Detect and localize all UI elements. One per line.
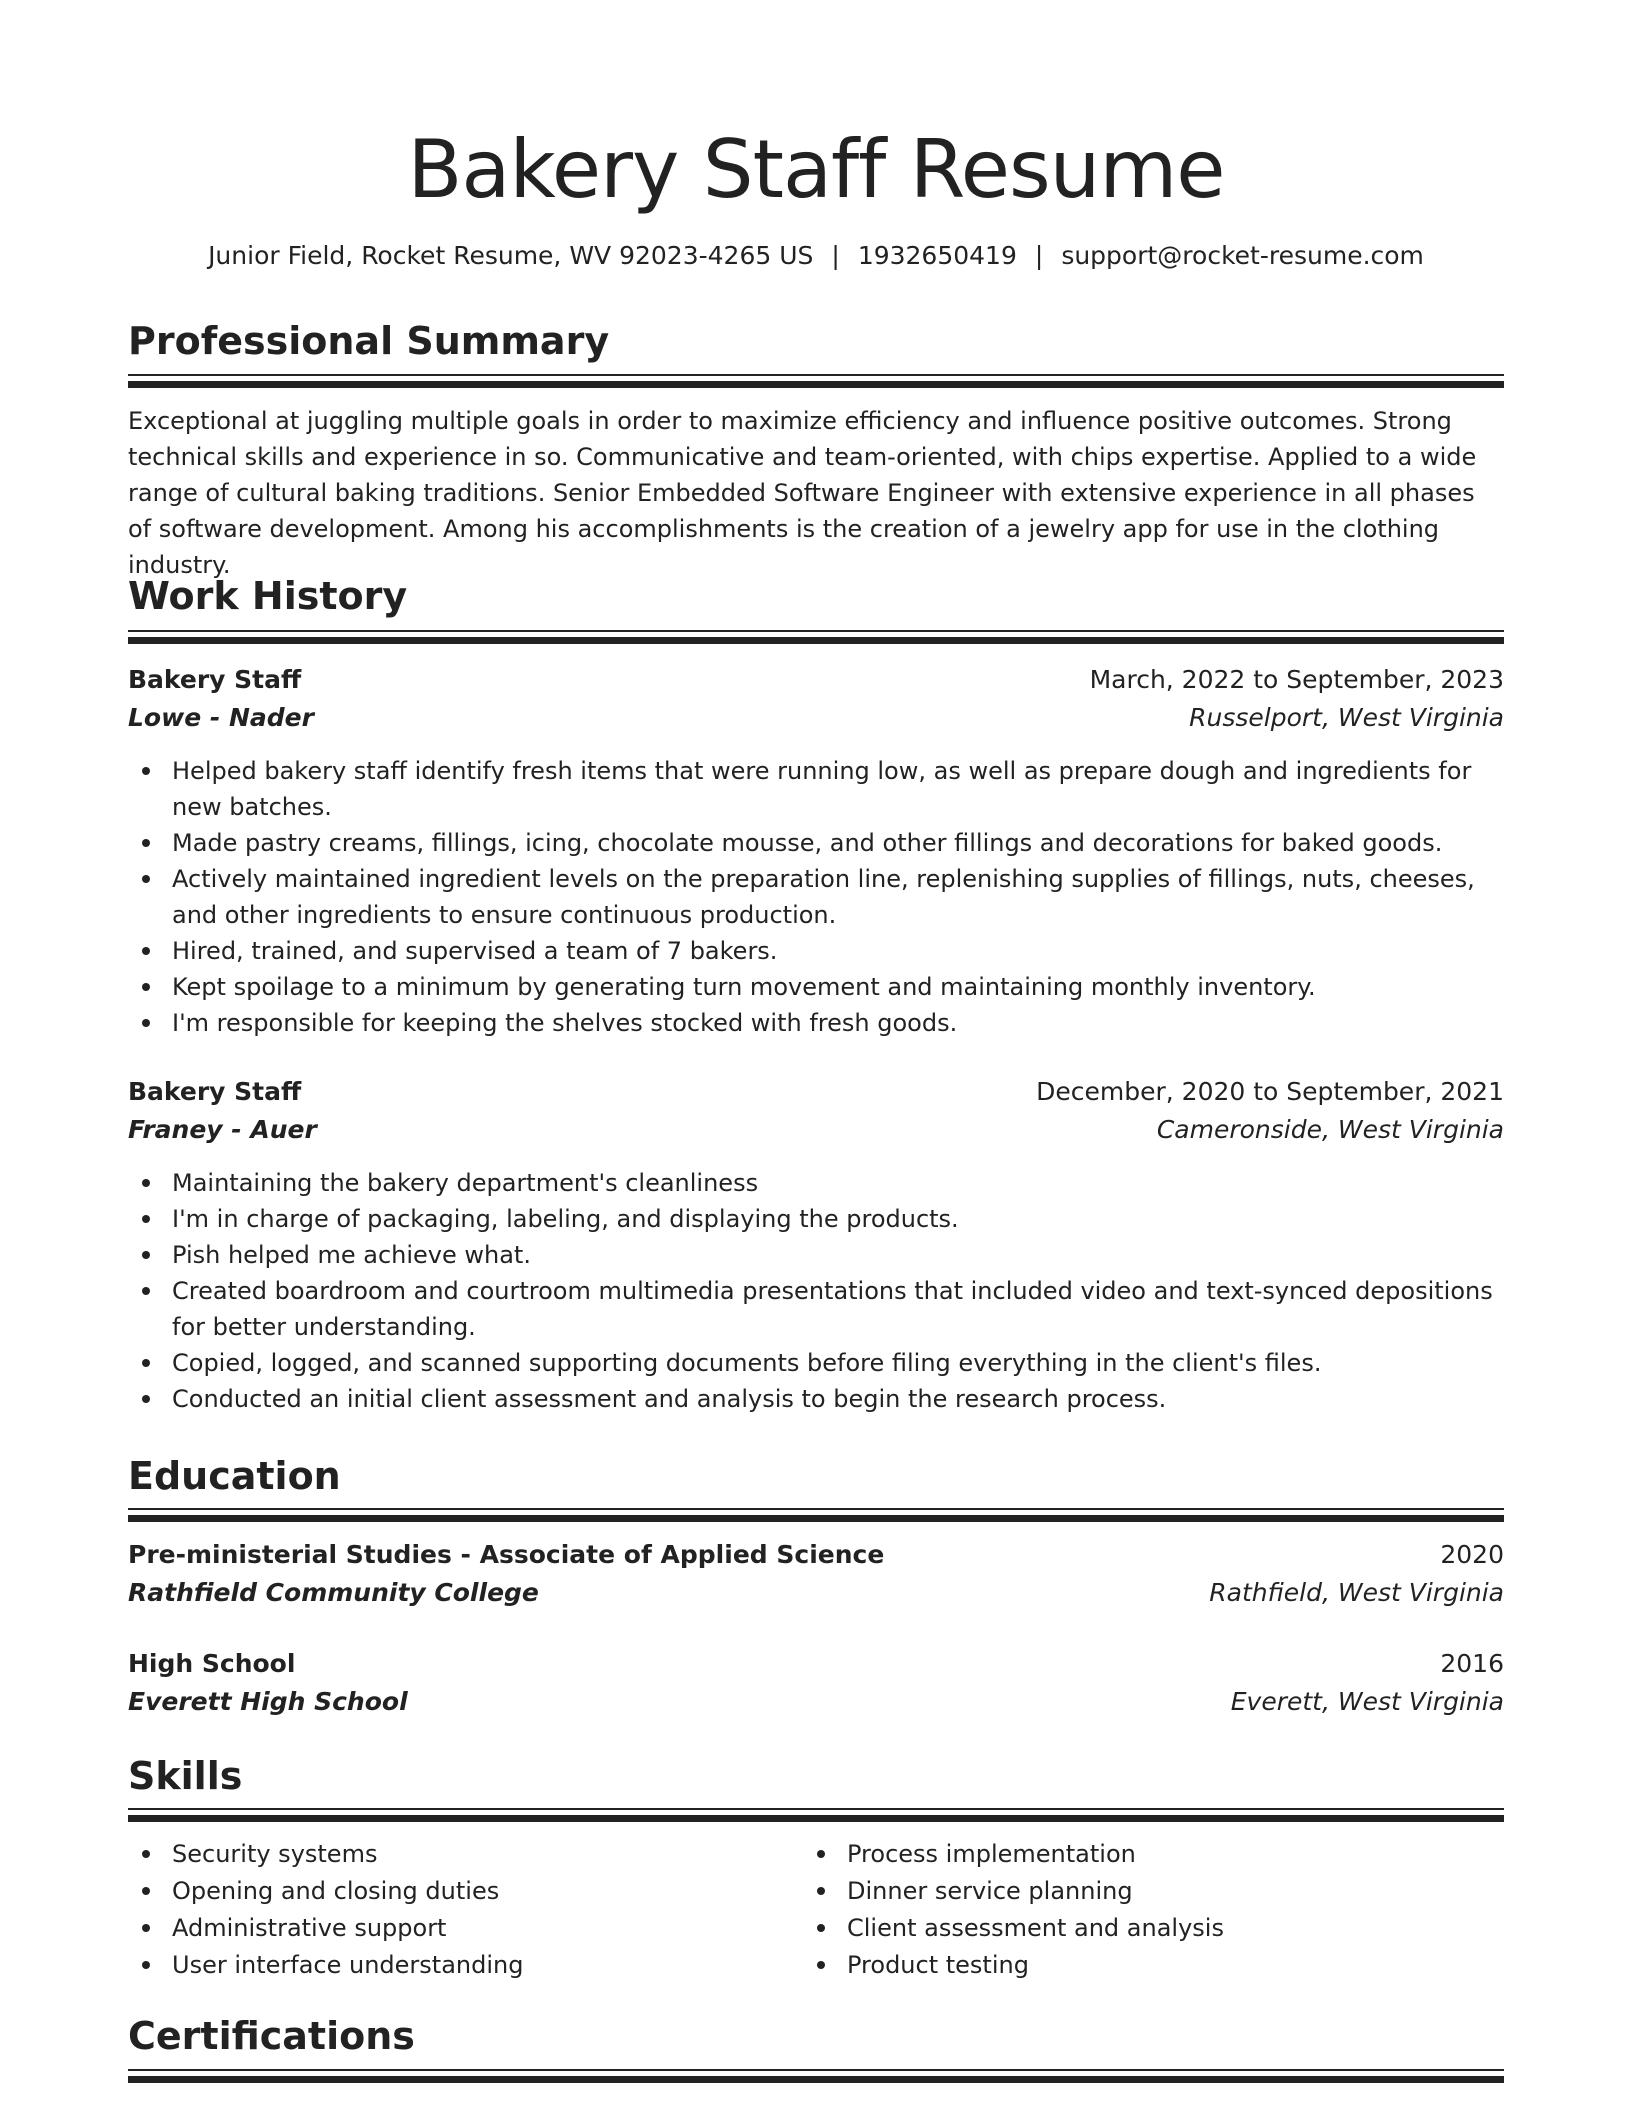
job-subheader (128, 699, 1504, 737)
job-location: Cameronside, West Virginia (1156, 1115, 1504, 1144)
education-degree: High School (128, 1649, 296, 1678)
skill-item: Process implementation (803, 1836, 1443, 1873)
resume-title: Bakery Staff Resume (407, 123, 1225, 216)
education-year: 2016 (1440, 1649, 1504, 1678)
list-item: Maintaining the bakery department's cleanliness (128, 1165, 1504, 1201)
section-title-certifications: Certifications (128, 2014, 415, 2058)
education-location: Rathfield, West Virginia (1209, 1578, 1504, 1607)
education-subheader (128, 1574, 1504, 1612)
work-history-section (128, 571, 1504, 621)
job-company: Lowe - Nader (128, 703, 314, 732)
education-subheader (128, 1683, 1504, 1721)
skill-item: Product testing (803, 1947, 1443, 1984)
skill-item: User interface understanding (128, 1947, 768, 1984)
education-year: 2020 (1440, 1540, 1504, 1569)
job-subheader (128, 1111, 1504, 1149)
section-divider (128, 637, 1504, 644)
job-bullet-list (128, 1165, 1504, 1417)
skills-section (128, 1751, 1504, 1801)
section-divider (128, 1815, 1504, 1822)
job-dates: March, 2022 to September, 2023 (1089, 665, 1504, 694)
section-divider (128, 2069, 1504, 2071)
skills-list-right (803, 1836, 1443, 1984)
skill-item: Client assessment and analysis (803, 1910, 1443, 1947)
contact-separator: | (1034, 241, 1044, 270)
job-position: Bakery Staff (128, 1077, 302, 1106)
skill-item: Security systems (128, 1836, 768, 1873)
skill-item: Dinner service planning (803, 1873, 1443, 1910)
education-header (128, 1645, 1504, 1683)
job-position: Bakery Staff (128, 665, 302, 694)
section-divider (128, 1808, 1504, 1810)
section-title-summary: Professional Summary (128, 319, 610, 363)
section-divider (128, 381, 1504, 388)
section-divider (128, 1515, 1504, 1522)
contact-address: Junior Field, Rocket Resume, WV 92023-4265 US (208, 241, 814, 270)
section-title-education: Education (128, 1454, 341, 1498)
list-item: Actively maintained ingredient levels on the preparation line, replenishing supplies of fillings, nuts, cheeses, and other ingredients to ensure continuous production. (128, 861, 1504, 933)
contact-line (128, 236, 1504, 276)
job-header (128, 1073, 1504, 1111)
section-divider (128, 374, 1504, 376)
job-dates: December, 2020 to September, 2021 (1036, 1077, 1504, 1106)
education-section (128, 1451, 1504, 1501)
list-item: Conducted an initial client assessment and analysis to begin the research process. (128, 1381, 1504, 1417)
list-item: Pish helped me achieve what. (128, 1237, 1504, 1273)
job-header (128, 661, 1504, 699)
section-divider (128, 1508, 1504, 1510)
certifications-section (128, 2011, 1504, 2061)
education-degree: Pre-ministerial Studies - Associate of Applied Science (128, 1540, 885, 1569)
education-school: Everett High School (128, 1687, 408, 1716)
education-header (128, 1536, 1504, 1574)
job-location: Russelport, West Virginia (1189, 703, 1504, 732)
list-item: Created boardroom and courtroom multimedia presentations that included video and text-synced depositions for better understanding. (128, 1273, 1504, 1345)
job-bullet-list (128, 753, 1504, 1041)
section-divider (128, 630, 1504, 632)
summary-section (128, 316, 1504, 366)
summary-text: Exceptional at juggling multiple goals in order to maximize efficiency and influence positive outcomes. Strong technical skills and experience in so. Communicative and team-oriented, with chips expertise. Applied to a wide range of cultural baking traditions. Senior Embedded Software Engineer with extensive experience in all phases of software development. Among his accomplishments is the creation of a jewelry app for use in the clothing industry. (128, 407, 1477, 579)
contact-phone: 1932650419 (857, 241, 1017, 270)
job-company: Franey - Auer (128, 1115, 317, 1144)
contact-separator: | (831, 241, 840, 270)
list-item: Made pastry creams, fillings, icing, chocolate mousse, and other fillings and decorations for baked goods. (128, 825, 1504, 861)
list-item: Hired, trained, and supervised a team of 7 bakers. (128, 933, 1504, 969)
skill-item: Administrative support (128, 1910, 768, 1947)
list-item: I'm responsible for keeping the shelves stocked with fresh goods. (128, 1005, 1504, 1041)
list-item: Helped bakery staff identify fresh items that were running low, as well as prepare dough and ingredients for new batches. (128, 753, 1504, 825)
skill-item: Opening and closing duties (128, 1873, 768, 1910)
education-location: Everett, West Virginia (1230, 1687, 1504, 1716)
list-item: Copied, logged, and scanned supporting documents before filing everything in the client's files. (128, 1345, 1504, 1381)
section-title-skills: Skills (128, 1754, 243, 1798)
education-school: Rathfield Community College (128, 1578, 539, 1607)
list-item: Kept spoilage to a minimum by generating turn movement and maintaining monthly inventory. (128, 969, 1504, 1005)
section-title-work-history: Work History (128, 574, 408, 618)
skills-list-left (128, 1836, 768, 1984)
contact-email[interactable]: support@rocket-resume.com (1061, 241, 1424, 270)
section-divider (128, 2076, 1504, 2083)
list-item: I'm in charge of packaging, labeling, and displaying the products. (128, 1201, 1504, 1237)
